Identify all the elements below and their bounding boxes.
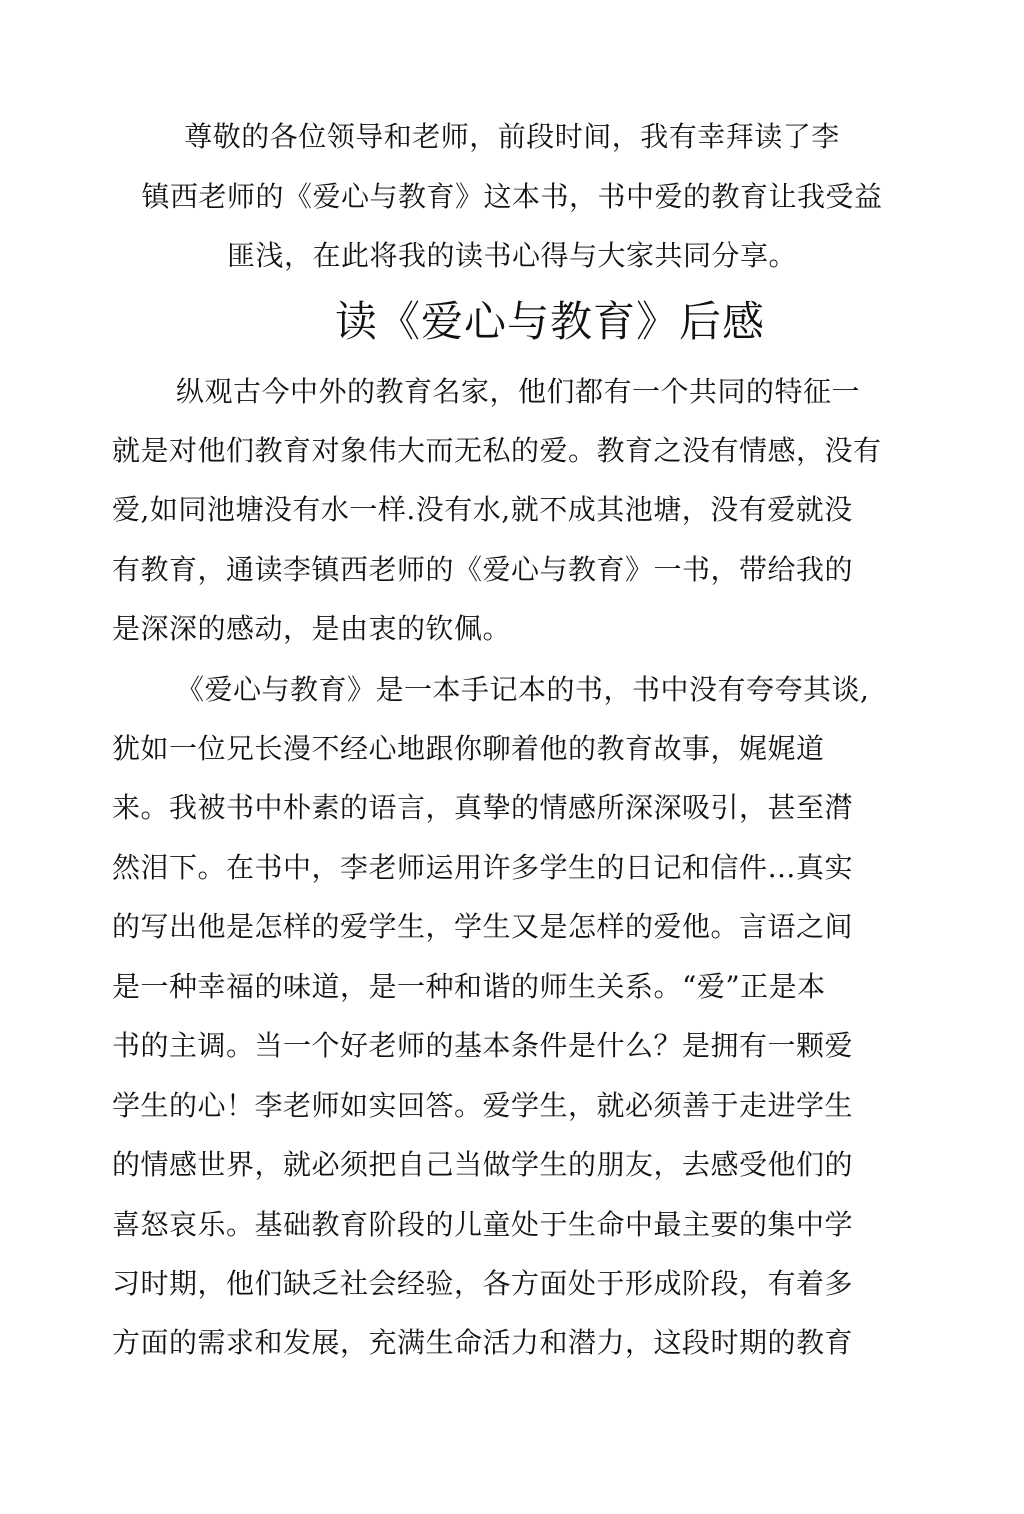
body-line-3: 爱,如同池塘没有水一样.没有水,就不成其池塘，没有爱就没: [112, 493, 853, 526]
body-line-11: 是一种幸福的味道，是一种和谐的师生关系。“爱”正是本: [112, 970, 826, 1003]
document-title: 读《爱心与教育》后感: [334, 297, 765, 346]
body-line-10: 的写出他是怎样的爱学生，学生又是怎样的爱他。言语之间: [112, 910, 854, 943]
body-line-1: 纵观古今中外的教育名家，他们都有一个共同的特征一: [176, 375, 861, 408]
body-line-14: 的情感世界，就必须把自己当做学生的朋友，去感受他们的: [112, 1148, 854, 1181]
body-line-17: 方面的需求和发展，充满生命活力和潜力，这段时期的教育: [112, 1326, 854, 1359]
body-line-7: 犹如一位兄长漫不经心地跟你聊着他的教育故事，娓娓道: [112, 732, 825, 765]
intro-line-1: 尊敬的各位领导和老师，前段时间，我有幸拜读了李: [184, 120, 840, 153]
body-line-16: 习时期，他们缺乏社会经验，各方面处于形成阶段，有着多: [112, 1267, 854, 1300]
body-line-6: 《爱心与教育》是一本手记本的书，书中没有夸夸其谈,: [176, 673, 870, 706]
intro-line-2: 镇西老师的《爱心与教育》这本书，书中爱的教育让我受益: [141, 180, 883, 213]
intro-line-3: 匪浅，在此将我的读书心得与大家共同分享。: [226, 239, 797, 272]
body-line-12: 书的主调。当一个好老师的基本条件是什么？是拥有一颗爱: [112, 1029, 854, 1062]
body-line-8: 来。我被书中朴素的语言，真挚的情感所深深吸引，甚至潸: [112, 791, 854, 824]
body-line-2: 就是对他们教育对象伟大而无私的爱。教育之没有情感，没有: [112, 434, 882, 467]
body-line-9: 然泪下。在书中，李老师运用许多学生的日记和信件…真实: [112, 851, 854, 884]
body-line-13: 学生的心！李老师如实回答。爱学生，就必须善于走进学生: [112, 1089, 854, 1122]
body-line-4: 有教育，通读李镇西老师的《爱心与教育》一书，带给我的: [112, 553, 854, 586]
body-line-15: 喜怒哀乐。基础教育阶段的儿童处于生命中最主要的集中学: [112, 1208, 854, 1241]
body-line-5: 是深深的感动，是由衷的钦佩。: [112, 612, 512, 645]
